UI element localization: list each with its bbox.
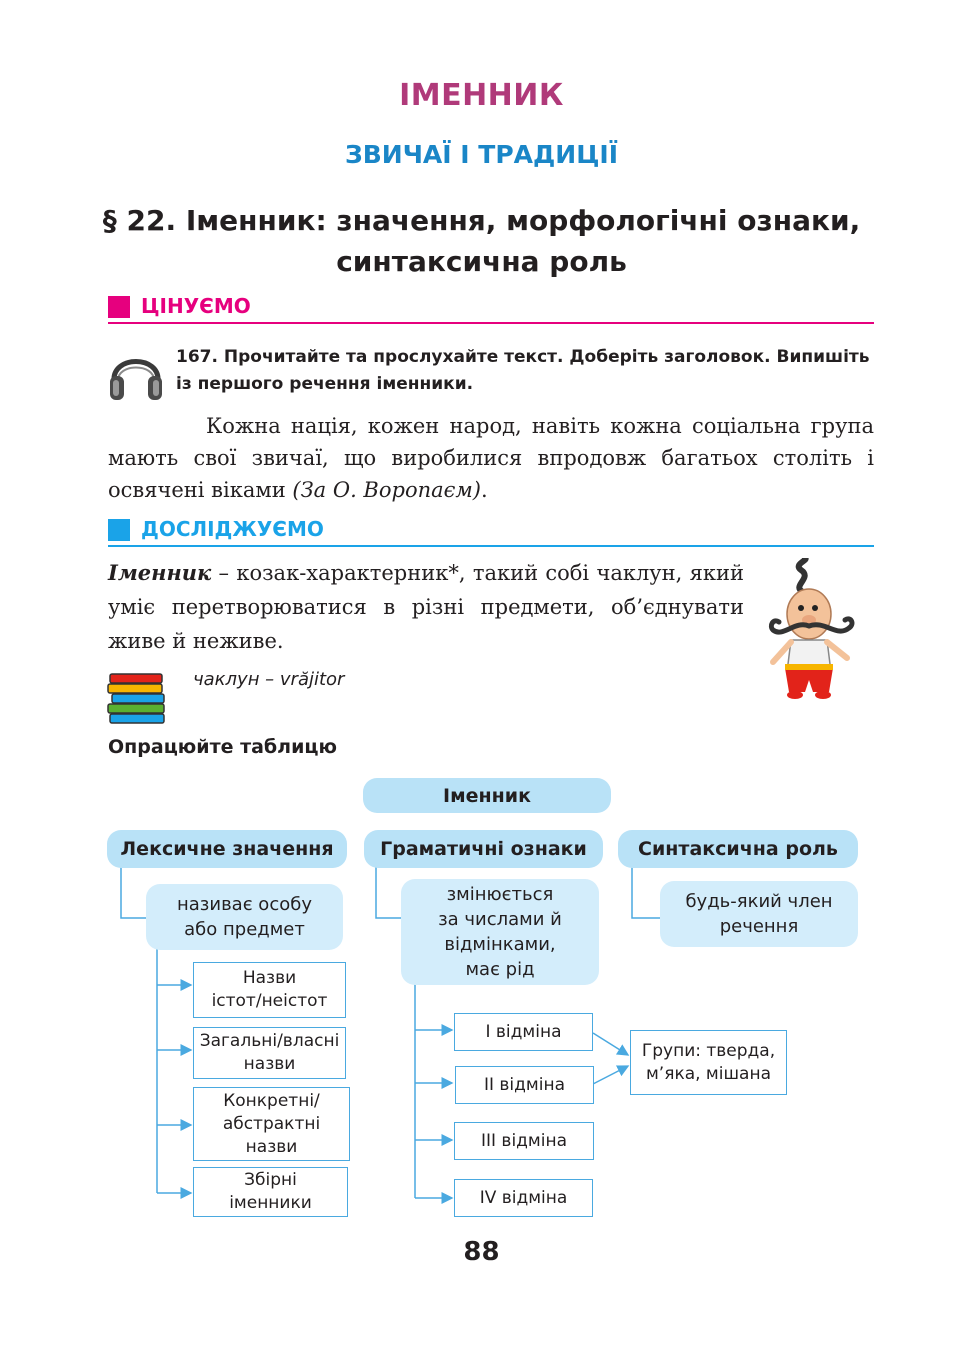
- research-body: – козак-характерник*, такий собі чаклун, який уміє перетворюватися в різні предмети, об’єднувати живе й неживе.: [108, 561, 744, 653]
- declension-box-1: І відміна: [454, 1013, 593, 1051]
- chapter-title: ІМЕННИК: [399, 78, 564, 113]
- task-text: 167. Прочитайте та прослухайте текст. Доберіть заголовок. Випишіть із першого речення іменники.: [176, 347, 870, 394]
- col3-bubble: будь-який член речення: [660, 881, 858, 947]
- section-label: ДОСЛІДЖУЄМО: [141, 517, 324, 541]
- gloss-text: чаклун – vrăjitor: [193, 669, 345, 690]
- theme-title: ЗВИЧАЇ І ТРАДИЦІЇ: [344, 140, 618, 169]
- reading-body: Кожна нація, кожен народ, навіть кожна соціальна група мають свої звичаї, що виробилися впродовж багатьох століть і освячені віками: [108, 414, 874, 502]
- declension-box-4: ІV відміна: [454, 1179, 593, 1217]
- page-number: 88: [463, 1237, 500, 1267]
- lexical-box-common-proper: Загальні/власні назви: [193, 1027, 346, 1079]
- reading-source: (За О. Воропаєм): [292, 478, 482, 502]
- col1-bubble: називає особу або предмет: [146, 884, 343, 950]
- declension-box-2: ІІ відміна: [455, 1066, 594, 1104]
- col3-header: Синтаксична роль: [618, 830, 858, 868]
- groups-box: Групи: тверда, м’яка, мішана: [630, 1030, 787, 1095]
- section-label: ЦІНУЄМО: [141, 294, 251, 318]
- work-title: Опрацюйте таблицю: [108, 736, 337, 758]
- section-title: § 22. Іменник: значення, морфологічні ознаки, синтаксична роль: [102, 204, 861, 278]
- lexical-box-concrete-abstract: Конкретні/ абстрактні назви: [193, 1087, 350, 1161]
- lexical-box-animacy: Назви істот/неістот: [193, 962, 346, 1018]
- declension-box-3: ІІІ відміна: [454, 1122, 594, 1160]
- diagram-root: Іменник: [363, 778, 611, 813]
- col1-header: Лексичне значення: [107, 830, 347, 868]
- col2-bubble: змінюється за числами й відмінками, має рід: [401, 879, 599, 985]
- lexical-box-collective: Збірні іменники: [193, 1167, 348, 1217]
- col2-header: Граматичні ознаки: [364, 830, 603, 868]
- research-term: Іменник: [108, 560, 212, 585]
- reading-text: Кожна нація, кожен народ, навіть кожна соціальна група мають свої звичаї, що виробилися впродовж багатьох століть і освячені віками (За О. Воропаєм).: [108, 414, 874, 502]
